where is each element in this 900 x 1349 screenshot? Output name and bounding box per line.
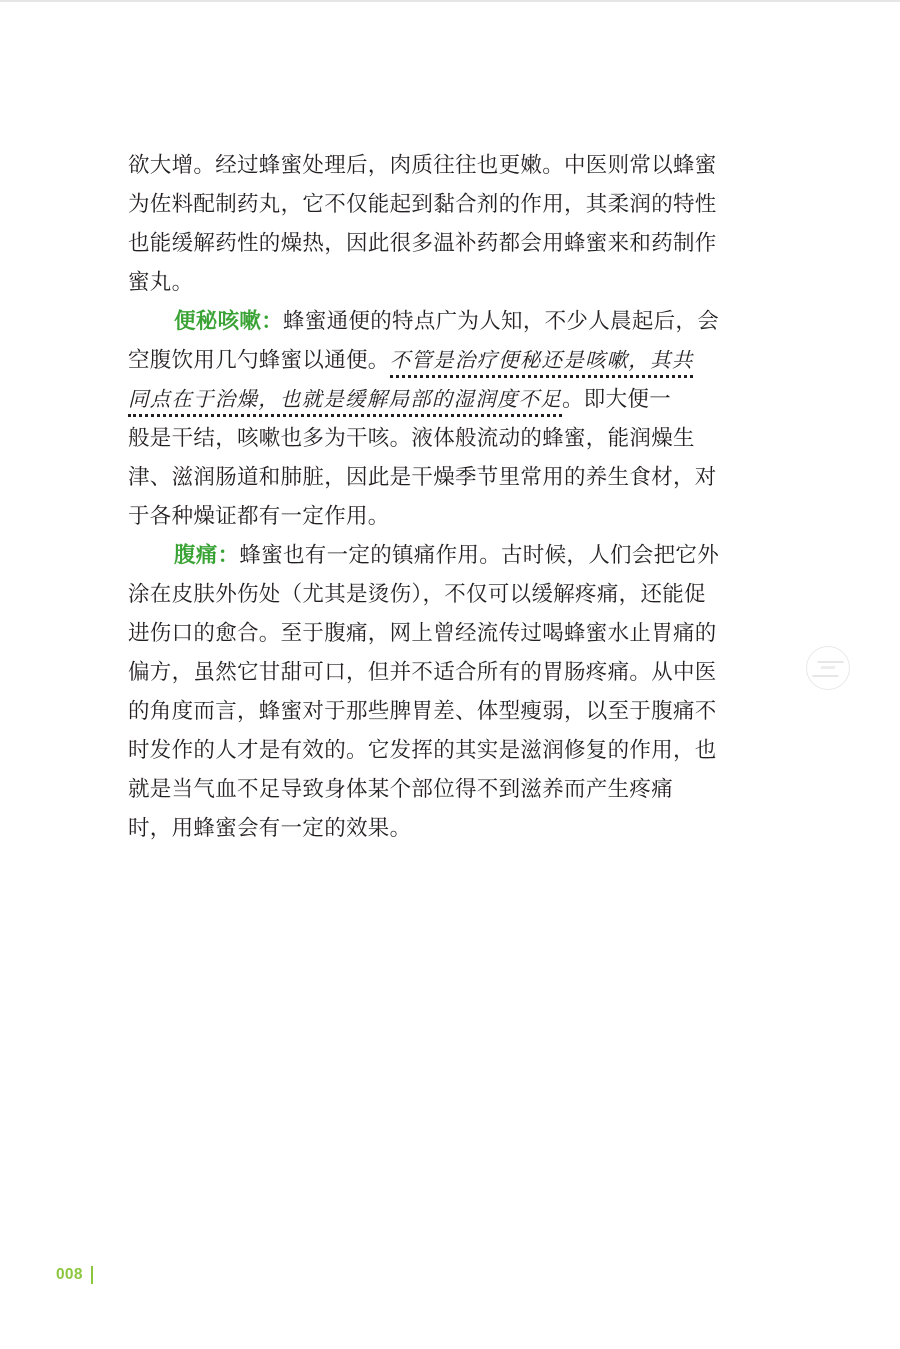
text-line: 蜂蜜通便的特点广为人知，不少人晨起后，会 xyxy=(283,309,720,334)
highlighted-quote: 同点在于治燥，也就是缓解局部的湿润度不足 xyxy=(128,387,562,417)
paragraph-continuation xyxy=(128,146,778,302)
text-line: 的角度而言，蜂蜜对于那些脾胃差、体型瘦弱，以至于腹痛不 xyxy=(128,699,717,724)
text-line: 般是干结，咳嗽也多为干咳。液体般流动的蜂蜜，能润燥生 xyxy=(128,426,695,451)
text-line: 蜂蜜也有一定的镇痛作用。古时候，人们会把它外 xyxy=(239,543,720,568)
text-line: 。即大便一 xyxy=(562,387,672,412)
text-line: 空腹饮用几勺蜂蜜以通便。 xyxy=(128,348,390,373)
term-heading: 便秘咳嗽： xyxy=(174,309,284,334)
text-line: 偏方，虽然它甘甜可口，但并不适合所有的胃肠疼痛。从中医 xyxy=(128,660,717,685)
folio-divider xyxy=(91,1266,93,1284)
text-line: 涂在皮肤外伤处（尤其是烫伤），不仅可以缓解疼痛，还能促 xyxy=(128,582,706,607)
text-line: 时发作的人才是有效的。它发挥的其实是滋润修复的作用，也 xyxy=(128,738,717,763)
term-heading: 腹痛： xyxy=(174,543,240,568)
text-line: 也能缓解药性的燥热，因此很多温补药都会用蜂蜜来和药制作 xyxy=(128,231,717,256)
text-line: 于各种燥证都有一定作用。 xyxy=(128,504,390,529)
text-line: 欲大增。经过蜂蜜处理后，肉质往往也更嫩。中医则常以蜂蜜 xyxy=(128,153,717,178)
text-line: 时，用蜂蜜会有一定的效果。 xyxy=(128,816,412,841)
page-number: 008 xyxy=(56,1266,83,1283)
page-folio xyxy=(56,1264,93,1286)
paragraph-constipation-cough xyxy=(128,302,778,536)
text-line: 为佐料配制药丸，它不仅能起到黏合剂的作用，其柔润的特性 xyxy=(128,192,717,217)
text-line: 蜜丸。 xyxy=(128,270,194,295)
highlighted-quote: 不管是治疗便秘还是咳嗽，其共 xyxy=(390,348,694,378)
page-top-rule xyxy=(0,0,900,2)
text-line: 进伤口的愈合。至于腹痛，网上曾经流传过喝蜂蜜水止胃痛的 xyxy=(128,621,717,646)
text-line: 就是当气血不足导致身体某个部位得不到滋养而产生疼痛 xyxy=(128,777,674,802)
text-line: 津、滋润肠道和肺脏，因此是干燥季节里常用的养生食材，对 xyxy=(128,465,717,490)
paragraph-abdominal-pain xyxy=(128,536,778,848)
publisher-watermark-icon xyxy=(806,646,850,690)
body-text xyxy=(128,146,778,848)
